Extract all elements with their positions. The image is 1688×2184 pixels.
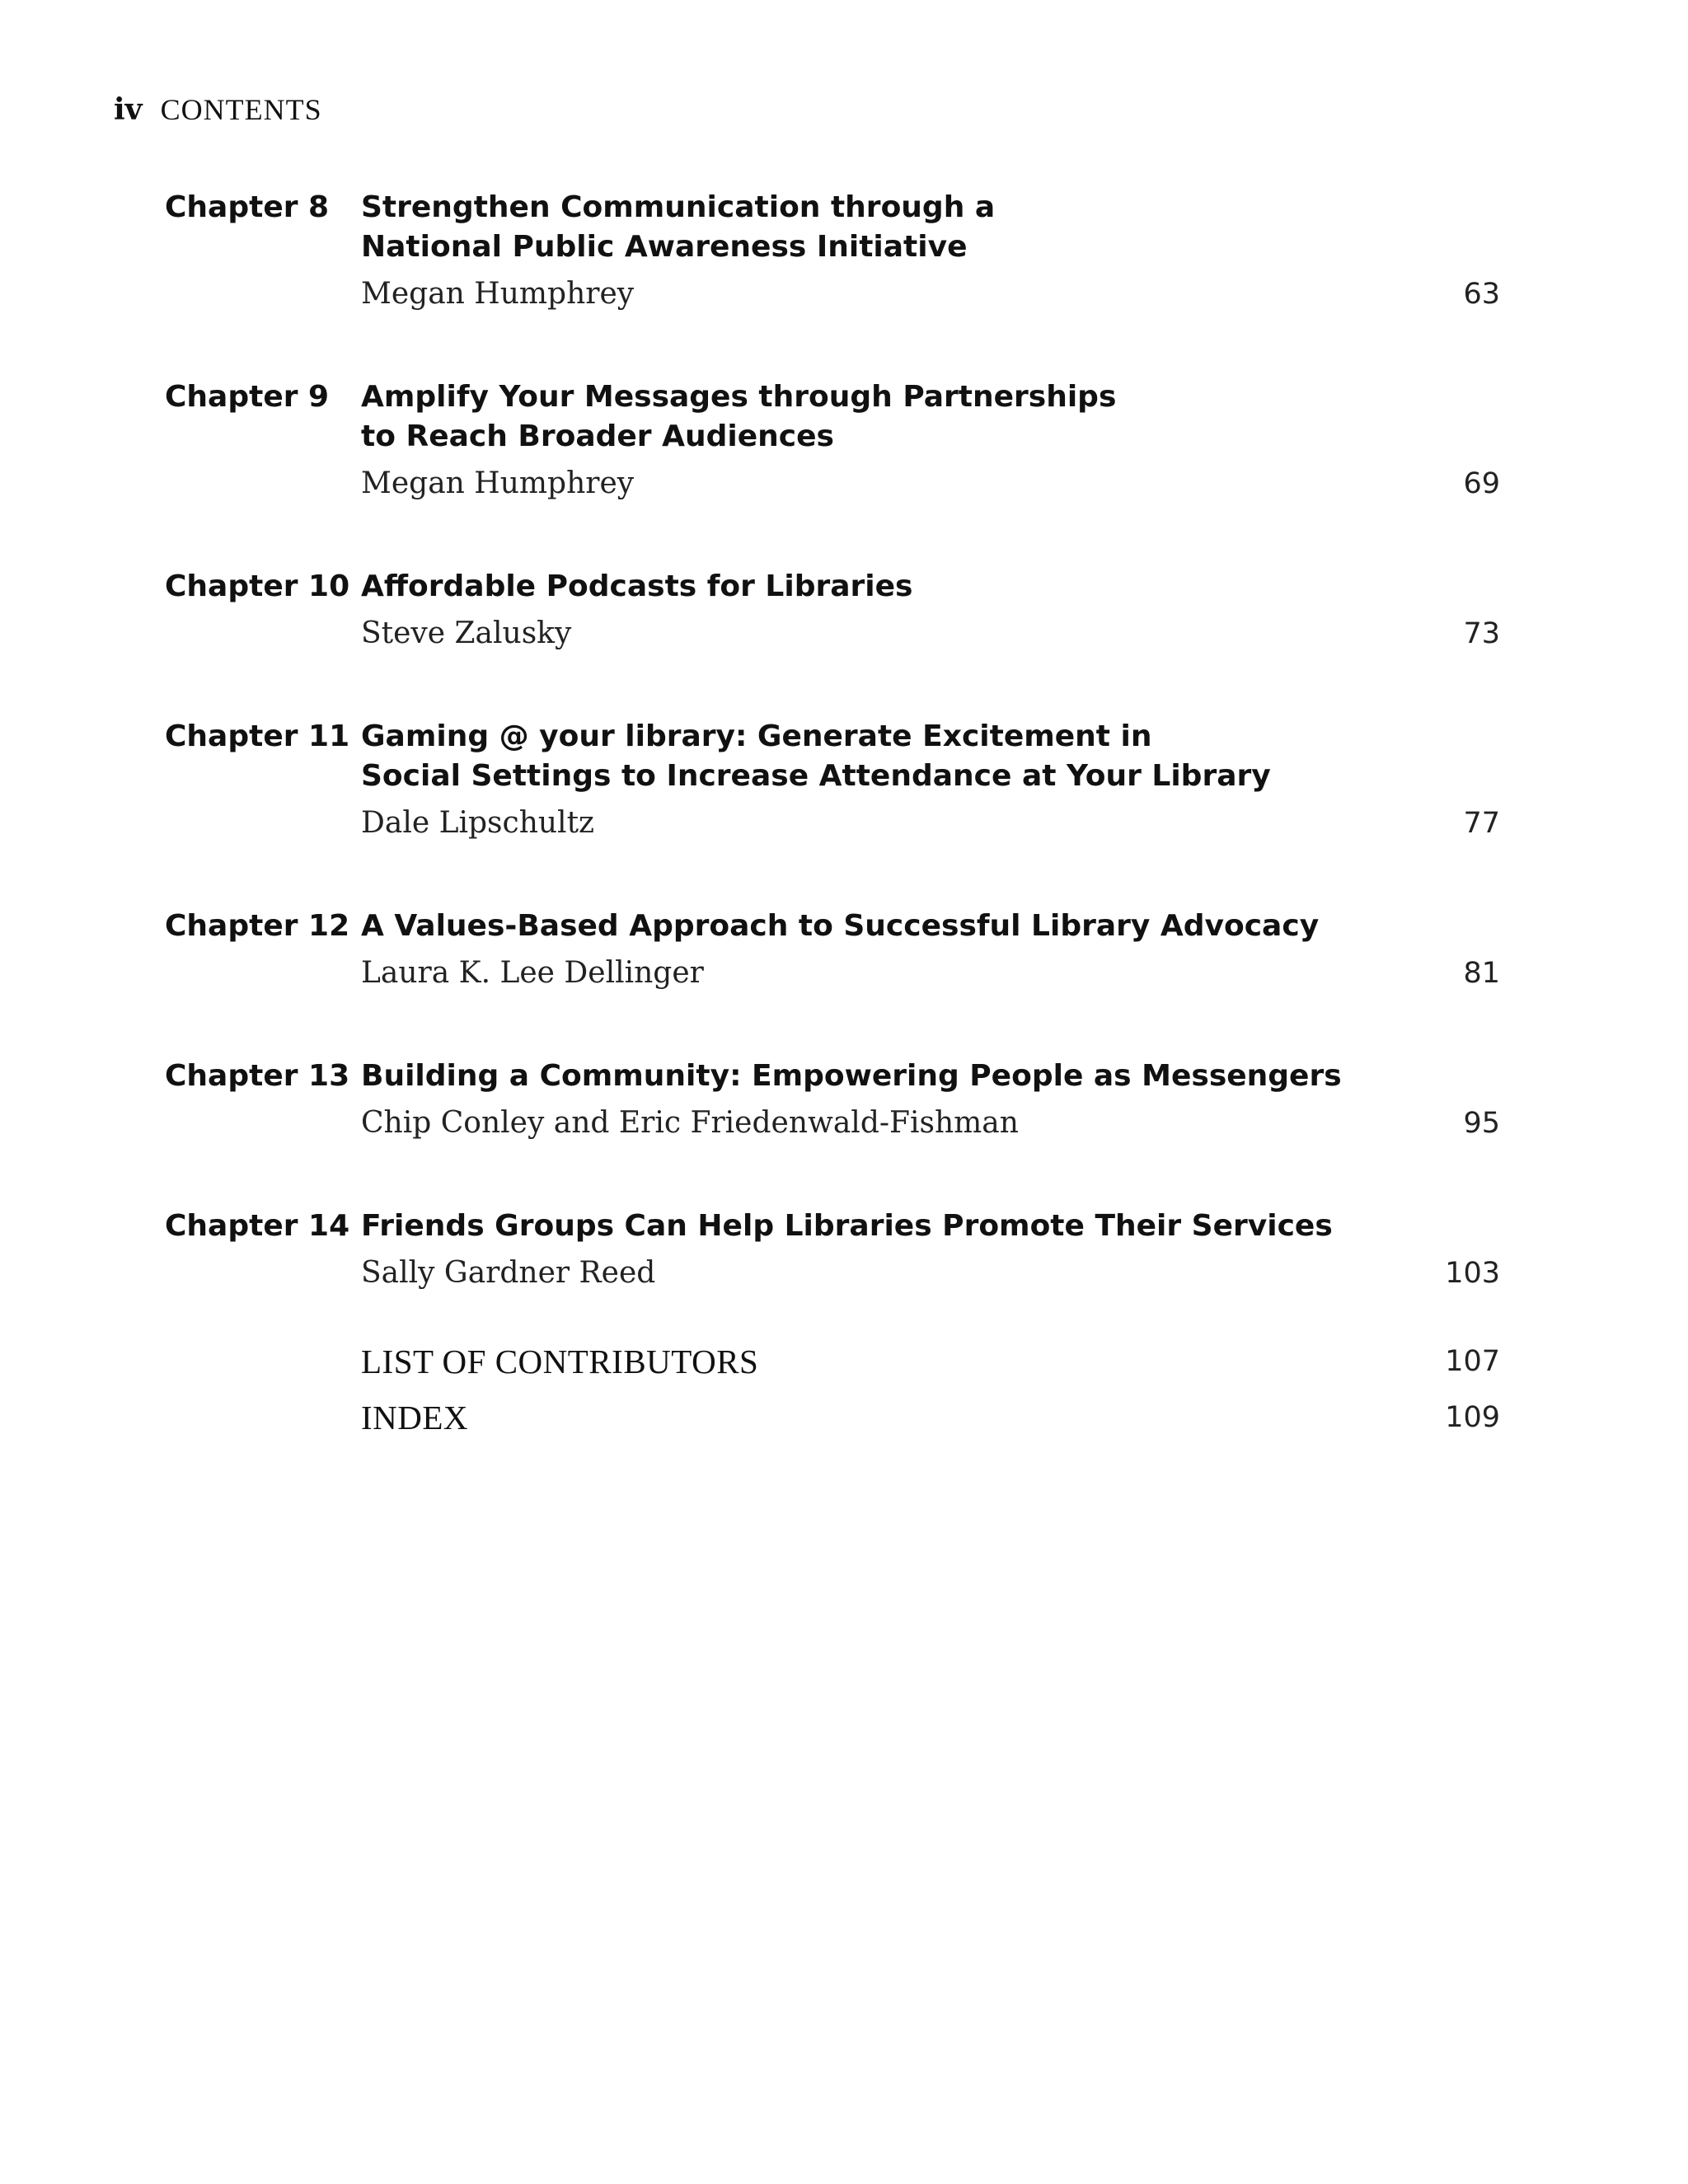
page-number: 81	[1463, 957, 1500, 990]
chapter-body	[361, 567, 1500, 654]
backmatter-title: INDEX	[361, 1399, 469, 1436]
toc-entry	[165, 1207, 1500, 1294]
chapter-body	[361, 907, 1500, 994]
chapter-label: Chapter 10	[165, 569, 350, 603]
toc-entry	[165, 567, 1500, 654]
backmatter-title: LIST OF CONTRIBUTORS	[361, 1343, 759, 1380]
chapter-title: Friends Groups Can Help Libraries Promote Their Services	[361, 1209, 1333, 1243]
chapter-title: A Values-Based Approach to Successful Library Advocacy	[361, 909, 1320, 943]
chapter-title: Amplify Your Messages through Partnerships	[361, 380, 1117, 414]
chapter-title: Strengthen Communication through a	[361, 190, 996, 224]
page-number: 63	[1463, 278, 1500, 311]
chapter-label: Chapter 13	[165, 1059, 350, 1093]
toc-entry	[165, 377, 1500, 504]
backmatter-entry	[361, 1333, 1500, 1390]
author-row	[361, 463, 1500, 504]
chapter-title: to Reach Broader Audiences	[361, 419, 834, 453]
chapter-title: Gaming @ your library: Generate Excitement in	[361, 719, 1152, 753]
chapter-label: Chapter 11	[165, 719, 350, 753]
author-row	[361, 803, 1500, 844]
backmatter-entry	[361, 1390, 1500, 1446]
table-of-contents	[165, 188, 1500, 1446]
page-number: 73	[1463, 617, 1500, 650]
page-number: 107	[1445, 1345, 1500, 1378]
chapter-title: Social Settings to Increase Attendance at Your Library	[361, 759, 1271, 793]
chapter-author: Chip Conley and Eric Friedenwald-Fishman	[361, 1106, 1019, 1140]
author-row	[361, 1253, 1500, 1294]
chapter-title: Building a Community: Empowering People as Messengers	[361, 1059, 1342, 1093]
chapter-author: Megan Humphrey	[361, 466, 635, 500]
chapter-author: Sally Gardner Reed	[361, 1256, 656, 1290]
page-number: 103	[1445, 1257, 1500, 1290]
chapter-author: Megan Humphrey	[361, 277, 635, 311]
chapter-body	[361, 377, 1500, 504]
chapter-label: Chapter 8	[165, 190, 330, 224]
chapter-body	[361, 717, 1500, 844]
author-row	[361, 613, 1500, 654]
chapter-body	[361, 188, 1500, 315]
chapter-body	[361, 1207, 1500, 1294]
toc-entry	[165, 717, 1500, 844]
chapter-author: Dale Lipschultz	[361, 806, 595, 840]
author-row	[361, 1103, 1500, 1144]
toc-entry	[165, 907, 1500, 994]
author-row	[361, 953, 1500, 994]
author-row	[361, 274, 1500, 315]
chapter-author: Steve Zalusky	[361, 616, 572, 650]
running-head	[114, 92, 322, 127]
toc-entry	[165, 1057, 1500, 1144]
backmatter-list	[361, 1333, 1500, 1446]
page-number: 95	[1463, 1107, 1500, 1140]
page-number: 77	[1463, 807, 1500, 840]
chapter-list	[165, 188, 1500, 1294]
toc-entry	[165, 188, 1500, 315]
chapter-author: Laura K. Lee Dellinger	[361, 956, 704, 990]
chapter-title: National Public Awareness Initiative	[361, 230, 968, 264]
page-folio: iv	[114, 92, 143, 127]
page-number: 109	[1445, 1401, 1500, 1434]
chapter-label: Chapter 14	[165, 1209, 350, 1243]
chapter-label: Chapter 12	[165, 909, 350, 943]
chapter-body	[361, 1057, 1500, 1144]
chapter-label: Chapter 9	[165, 380, 330, 414]
page-number: 69	[1463, 467, 1500, 500]
section-label: CONTENTS	[160, 93, 322, 126]
chapter-title: Affordable Podcasts for Libraries	[361, 569, 913, 603]
